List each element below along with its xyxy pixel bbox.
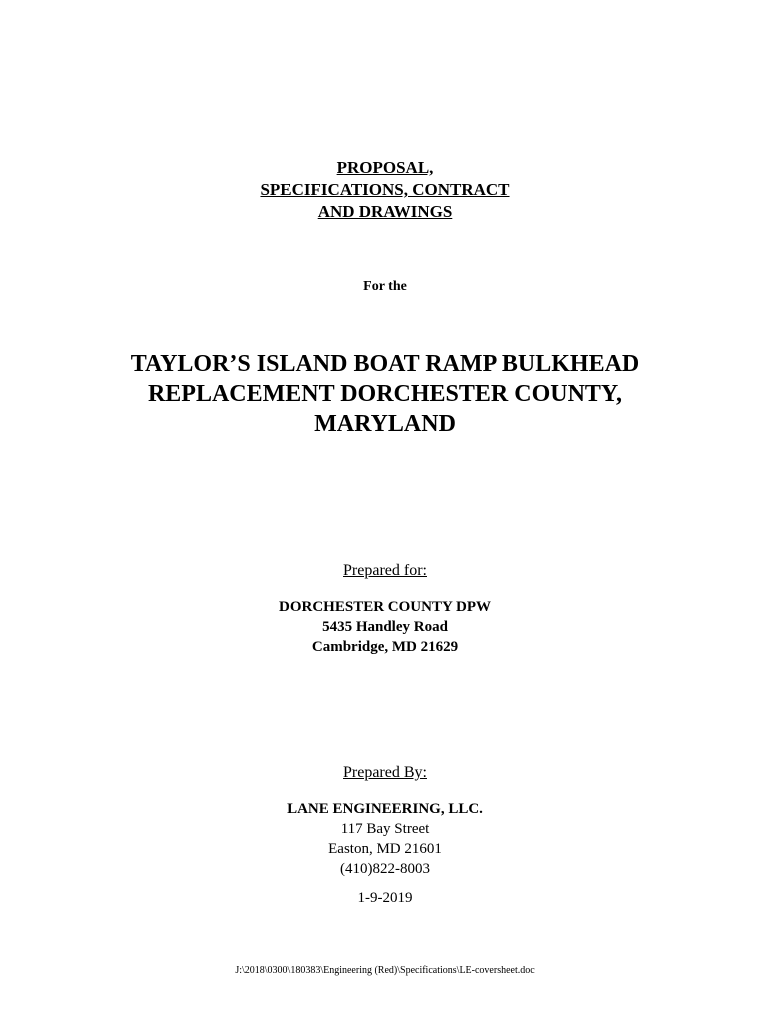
document-date: 1-9-2019 — [357, 890, 413, 906]
client-street: 5435 Handley Road — [322, 619, 448, 635]
project-title-line-1: TAYLOR’S ISLAND BOAT RAMP BULKHEAD — [130, 351, 640, 377]
client-city: Cambridge, MD 21629 — [311, 639, 459, 655]
firm-name: LANE ENGINEERING, LLC. — [287, 801, 483, 817]
file-path-footer: J:\2018\0300\180383\Engineering (Red)\Specifications\LE-coversheet.doc — [235, 965, 535, 976]
prepared-by-block-label — [0, 763, 770, 783]
firm-street: 117 Bay Street — [340, 821, 430, 837]
project-title — [0, 349, 770, 439]
client-address — [0, 597, 770, 657]
firm-phone: (410)822-8003 — [340, 861, 430, 877]
heading-line-2: SPECIFICATIONS, CONTRACT — [260, 180, 510, 199]
firm-city: Easton, MD 21601 — [328, 841, 442, 857]
prepared-for-block-label — [0, 561, 770, 581]
project-title-line-3: MARYLAND — [314, 411, 456, 437]
heading-line-3: AND DRAWINGS — [317, 202, 453, 221]
proposal-heading — [0, 157, 770, 223]
project-title-line-2: REPLACEMENT DORCHESTER COUNTY, — [147, 381, 623, 407]
prepared-by-label: Prepared By: — [343, 764, 427, 781]
client-name: DORCHESTER COUNTY DPW — [279, 599, 491, 615]
prepared-for-label: Prepared for: — [343, 562, 427, 579]
firm-address — [0, 799, 770, 879]
heading-line-1: PROPOSAL, — [336, 158, 434, 177]
for-the-text: For the — [363, 279, 407, 294]
